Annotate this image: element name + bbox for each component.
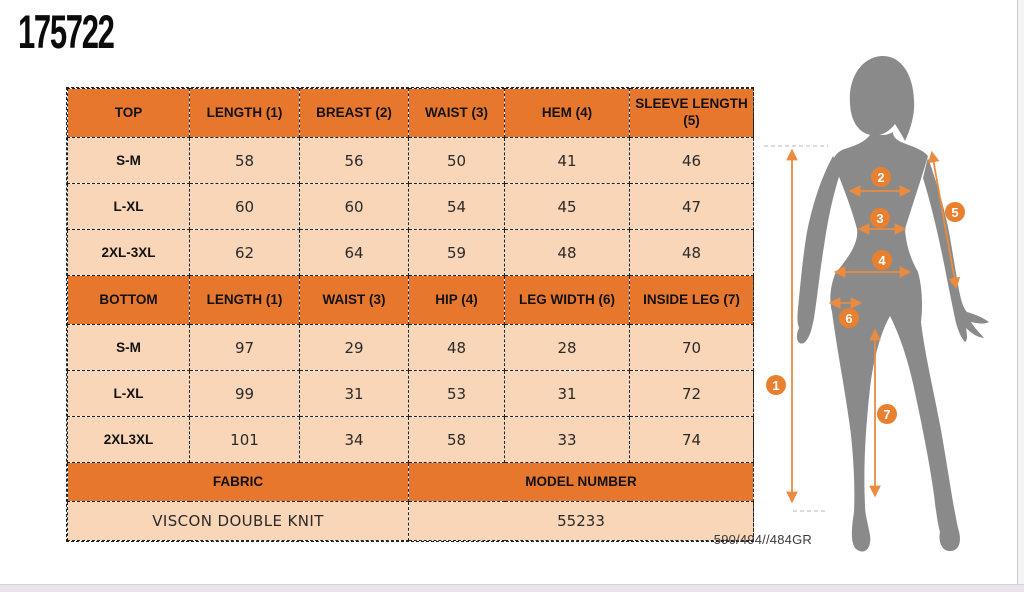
header-cell: BOTTOM [68, 276, 190, 325]
header-cell: LENGTH (1) [190, 89, 300, 138]
value-cell: 54 [409, 184, 505, 230]
header-cell: BREAST (2) [300, 89, 409, 138]
size-cell: 2XL-3XL [68, 230, 190, 276]
value-cell: 46 [630, 138, 754, 184]
table-row [68, 184, 754, 230]
page-bottom-strip [0, 584, 1024, 592]
value-cell: 48 [630, 230, 754, 276]
value-cell: 50 [409, 138, 505, 184]
header-cell: INSIDE LEG (7) [630, 276, 754, 325]
value-cell: 101 [190, 417, 300, 463]
size-cell: 2XL3XL [68, 417, 190, 463]
value-cell: 47 [630, 184, 754, 230]
value-cell: 53 [409, 371, 505, 417]
table-row [68, 417, 754, 463]
header-cell: WAIST (3) [409, 89, 505, 138]
value-cell: 60 [300, 184, 409, 230]
measure-point-3: 3 [870, 208, 890, 228]
table-row [68, 371, 754, 417]
value-cell: 45 [505, 184, 630, 230]
info-header-row [68, 463, 754, 502]
model-number-value-cell: 55233 [409, 502, 754, 541]
header-cell: WAIST (3) [300, 276, 409, 325]
size-table [66, 87, 754, 542]
value-cell: 34 [300, 417, 409, 463]
measure-point-1: 1 [766, 375, 786, 395]
fabric-header-cell: FABRIC [68, 463, 409, 502]
size-cell: S-M [68, 138, 190, 184]
header-cell: HEM (4) [505, 89, 630, 138]
header-cell: LEG WIDTH (6) [505, 276, 630, 325]
size-cell: L-XL [68, 184, 190, 230]
model-number-header-cell: MODEL NUMBER [409, 463, 754, 502]
table-row [68, 138, 754, 184]
value-cell: 58 [190, 138, 300, 184]
fabric-value-cell: VISCON DOUBLE KNIT [68, 502, 409, 541]
header-cell: SLEEVE LENGTH (5) [630, 89, 754, 138]
table-row [68, 230, 754, 276]
female-silhouette [797, 56, 989, 552]
value-cell: 70 [630, 325, 754, 371]
value-cell: 64 [300, 230, 409, 276]
measure-point-4: 4 [872, 250, 892, 270]
header-cell: HIP (4) [409, 276, 505, 325]
header-cell: TOP [68, 89, 190, 138]
value-cell: 33 [505, 417, 630, 463]
value-cell: 62 [190, 230, 300, 276]
value-cell: 28 [505, 325, 630, 371]
page-right-edge-line [1017, 0, 1018, 584]
header-cell: LENGTH (1) [190, 276, 300, 325]
measure-point-7: 7 [877, 404, 897, 424]
value-cell: 29 [300, 325, 409, 371]
female-silhouette-and-arrows [760, 20, 1024, 586]
measure-point-6: 6 [839, 308, 859, 328]
measure-point-2: 2 [871, 167, 891, 187]
size-cell: S-M [68, 325, 190, 371]
value-cell: 41 [505, 138, 630, 184]
bottom-header-row [68, 276, 754, 325]
value-cell: 59 [409, 230, 505, 276]
value-cell: 31 [300, 371, 409, 417]
value-cell: 56 [300, 138, 409, 184]
size-cell: L-XL [68, 371, 190, 417]
value-cell: 74 [630, 417, 754, 463]
weight-note: 590/494//484GR [713, 532, 812, 547]
table-row [68, 325, 754, 371]
page-right-margin [1018, 0, 1024, 584]
value-cell: 58 [409, 417, 505, 463]
value-cell: 99 [190, 371, 300, 417]
top-header-row [68, 89, 754, 138]
value-cell: 48 [409, 325, 505, 371]
measurement-figure [760, 20, 1024, 586]
product-code: 175722 [18, 5, 114, 58]
value-cell: 31 [505, 371, 630, 417]
value-cell: 48 [505, 230, 630, 276]
value-cell: 97 [190, 325, 300, 371]
value-cell: 60 [190, 184, 300, 230]
measure-point-5: 5 [945, 202, 965, 222]
value-cell: 72 [630, 371, 754, 417]
